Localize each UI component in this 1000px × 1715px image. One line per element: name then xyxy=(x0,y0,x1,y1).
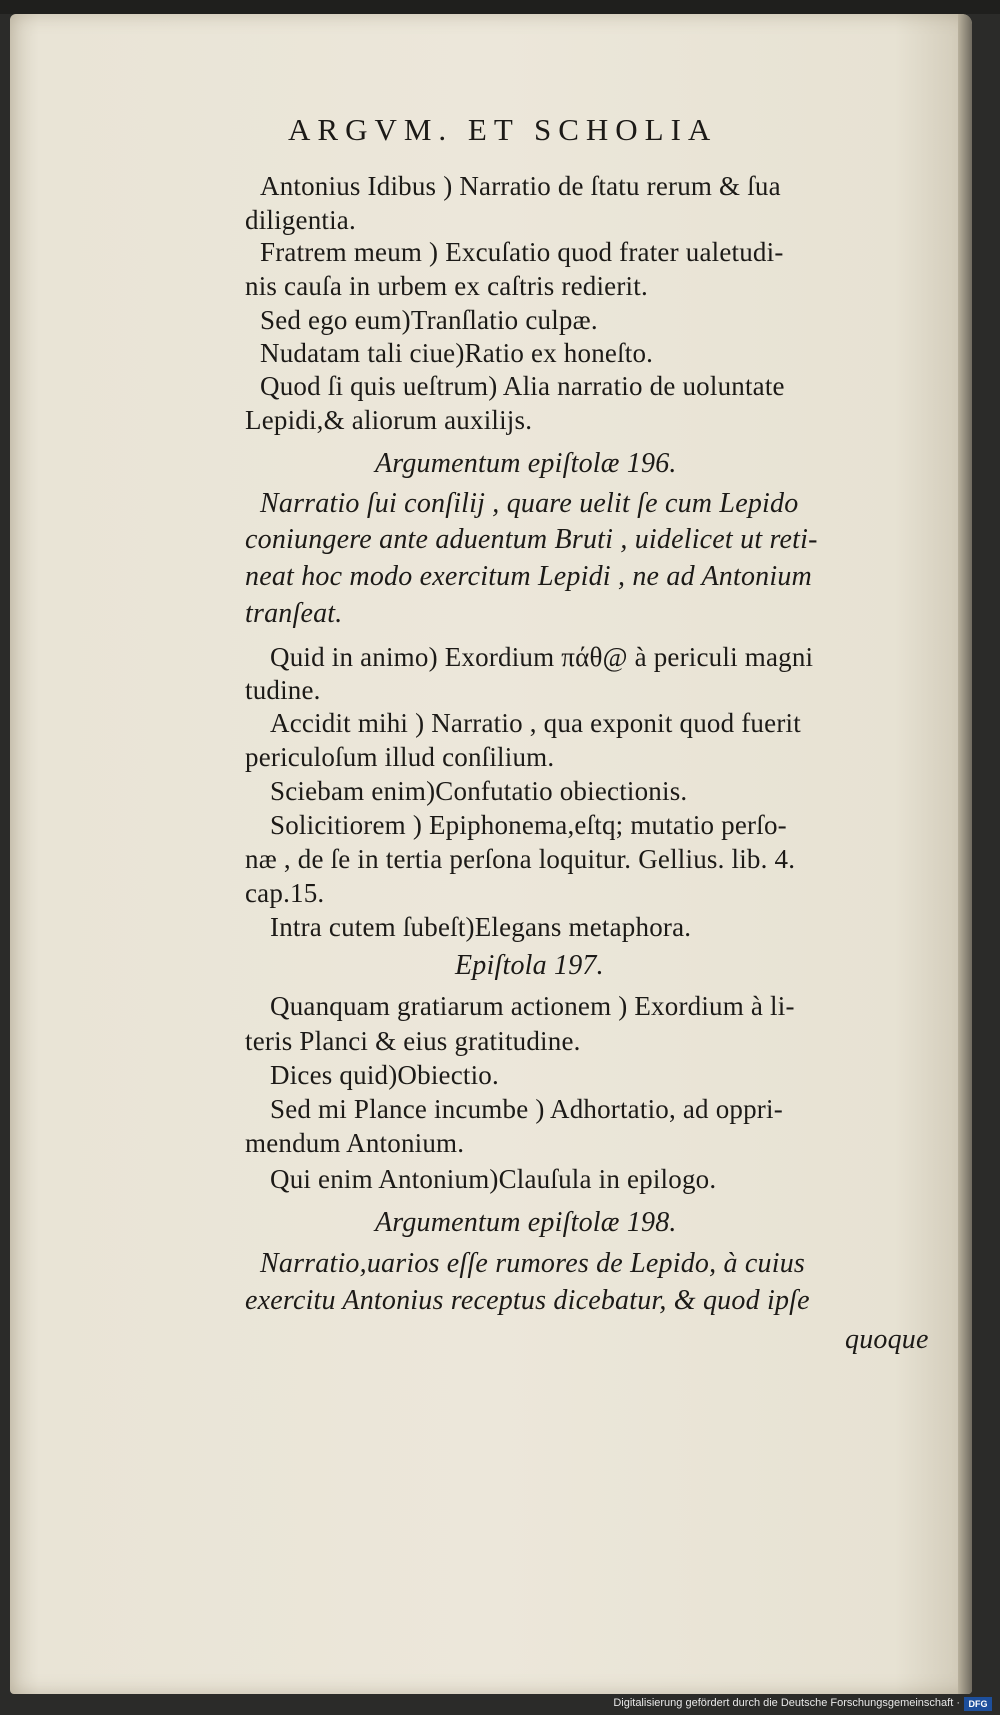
text-line: Nudatam tali ciue)Ratio ex honeſto. xyxy=(260,338,654,368)
text-line: cap.15. xyxy=(245,878,325,908)
text-line: tudine. xyxy=(245,675,321,705)
argument-line: Narratio ſui conſilij , quare uelit ſe cum Lepido xyxy=(260,488,799,519)
text-line: Sed mi Plance incumbe ) Adhortatio, ad oppri- xyxy=(270,1094,783,1124)
text-line: Fratrem meum ) Excuſatio quod frater ualetudi- xyxy=(260,237,784,267)
text-line: Sciebam enim)Confutatio obiectionis. xyxy=(270,776,688,806)
argument-line: tranſeat. xyxy=(245,598,343,629)
text-line: Quid in animo) Exordium πάθ@ à periculi magni xyxy=(270,642,814,672)
argument-line: coniungere ante aduentum Bruti , uidelicet ut reti- xyxy=(245,524,818,555)
text-line: Solicitiorem ) Epiphonema,eſtq; mutatio perſo- xyxy=(270,810,787,840)
text-line: Intra cutem ſubeſt)Elegans metaphora. xyxy=(270,912,692,942)
page-text xyxy=(10,14,972,1694)
scan-frame-top xyxy=(0,0,1000,14)
text-line: Qui enim Antonium)Clauſula in epilogo. xyxy=(270,1164,717,1194)
text-line: nis cauſa in urbem ex caſtris redierit. xyxy=(245,271,648,301)
book-page xyxy=(10,14,972,1694)
text-line: diligentia. xyxy=(245,205,356,235)
text-line: Quanquam gratiarum actionem ) Exordium à li- xyxy=(270,991,795,1021)
catchword: quoque xyxy=(845,1324,929,1355)
argument-line: neat hoc modo exercitum Lepidi , ne ad Antonium xyxy=(245,561,812,592)
section-heading: Argumentum epiſtolæ 196. xyxy=(375,448,677,479)
argument-line: exercitu Antonius receptus dicebatur, & quod ipſe xyxy=(245,1285,810,1316)
digitization-credit: Digitalisierung gefördert durch die Deutsche Forschungsgemeinschaft · xyxy=(613,1697,960,1709)
text-line: Quod ſi quis ueſtrum) Alia narratio de uoluntate xyxy=(260,371,785,401)
dfg-logo-icon: DFG xyxy=(964,1697,992,1711)
text-line: periculoſum illud conſilium. xyxy=(245,742,555,772)
text-line: næ , de ſe in tertia perſona loquitur. Gellius. lib. 4. xyxy=(245,844,796,874)
running-header: ARGVM. ET SCHOLIA xyxy=(288,112,718,147)
text-line: teris Planci & eius gratitudine. xyxy=(245,1026,581,1056)
text-line: mendum Antonium. xyxy=(245,1128,465,1158)
text-line: Sed ego eum)Tranſlatio culpæ. xyxy=(260,305,598,335)
section-heading: Argumentum epiſtolæ 198. xyxy=(375,1207,677,1238)
footer-bar xyxy=(0,1694,1000,1715)
text-line: Lepidi,& aliorum auxilijs. xyxy=(245,405,533,435)
text-line: Accidit mihi ) Narratio , qua exponit quod fuerit xyxy=(270,708,801,738)
text-line: Dices quid)Obiectio. xyxy=(270,1060,499,1090)
text-line: Antonius Idibus ) Narratio de ſtatu rerum & ſua xyxy=(260,171,781,201)
section-heading: Epiſtola 197. xyxy=(455,950,604,981)
argument-line: Narratio,uarios eſſe rumores de Lepido, à cuius xyxy=(260,1248,806,1279)
